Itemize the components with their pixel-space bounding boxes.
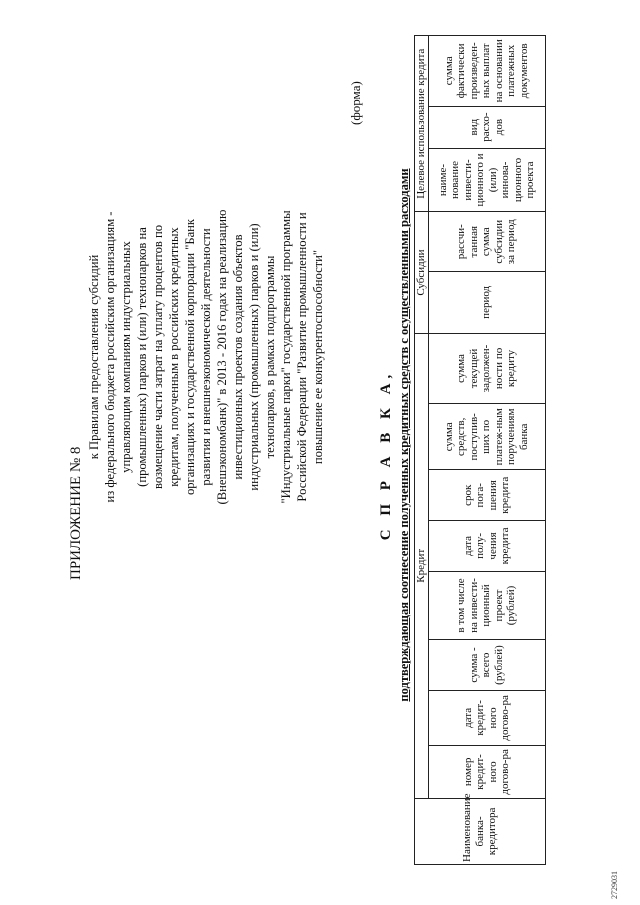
document-title: С П Р А В К А, [378, 369, 394, 541]
header-contract-date: дата кредит-ного догово-ра [428, 690, 545, 745]
header-subsidy: Субсидии [415, 212, 429, 333]
header-purpose: Целевое использование кредита [415, 36, 429, 212]
header-credit: Кредит [415, 333, 429, 798]
header-contract-no: номер кредит-ного догово-ра [428, 745, 545, 798]
appendix-line: управляющим компаниям индустриальных [119, 241, 133, 473]
header-project-amount: в том числе на инвести-ционный проект (рублей) [428, 571, 545, 639]
appendix-line: технопарков, в рамках подпрограммы [263, 255, 277, 459]
header-receipt-date: дата полу-чения кредита [428, 521, 545, 572]
document-code: 2729031 [610, 871, 619, 899]
appendix-line: возмещение части затрат на уплату процентов по [151, 224, 165, 490]
appendix-text [86, 47, 326, 667]
appendix-line: повышение ее конкурентоспособности" [311, 249, 325, 465]
appendix-line: "Индустриальные парки" государственной программы [279, 210, 293, 504]
appendix-line: (Внешэкономбанк)" в 2013 - 2016 годах на реализацию [215, 209, 229, 505]
form-note: (форма) [348, 81, 363, 125]
header-project-name: наиме-нование инвести-ционного и (или) иннова-ционного проекта [428, 148, 545, 212]
appendix-line: индустриальных (промышленных) парков и (или) [247, 223, 261, 491]
appendix-line: из федерального бюджета российским организациям - [103, 211, 117, 503]
header-repay-term: срок пога-шения кредита [428, 470, 545, 521]
header-period: период [428, 271, 545, 333]
appendix-title: ПРИЛОЖЕНИЕ № 8 [68, 446, 84, 580]
header-total: сумма - всего (рублей) [428, 640, 545, 691]
header-bank: Наименование банка-кредитора [415, 798, 546, 864]
appendix-line: (промышленных) парков и (или) технопарков на [135, 227, 149, 487]
appendix-line: к Правилам предоставления субсидий [87, 254, 101, 460]
header-amount-received: сумма средств, поступив-ших по платеж-ным поручениям банка [428, 404, 545, 470]
header-expense-type: вид расхо-дов [428, 106, 545, 148]
appendix-line: инвестиционных проектов создания объектов [231, 234, 245, 480]
appendix-line: развития и внешнеэкономической деятельности [199, 228, 213, 486]
header-subsidy-amount: рассчи-танная сумма субсидии за период [428, 212, 545, 272]
appendix-line: кредитам, полученным в российских кредитных [167, 227, 181, 487]
document-subtitle: подтверждающая соотнесение полученных кредитных средств с осуществленными расходами [397, 168, 411, 702]
expenses-table [414, 35, 546, 865]
header-actual-sum: сумма фактически произведен-ных выплат на основании платежных документов [428, 36, 545, 107]
appendix-line: организациях и государственной корпорации "Банк [183, 218, 197, 496]
appendix-line: Российской Федерации "Развитие промышленности и [295, 212, 309, 502]
header-current-debt: сумма текущей задолжен-ности по кредиту [428, 333, 545, 404]
